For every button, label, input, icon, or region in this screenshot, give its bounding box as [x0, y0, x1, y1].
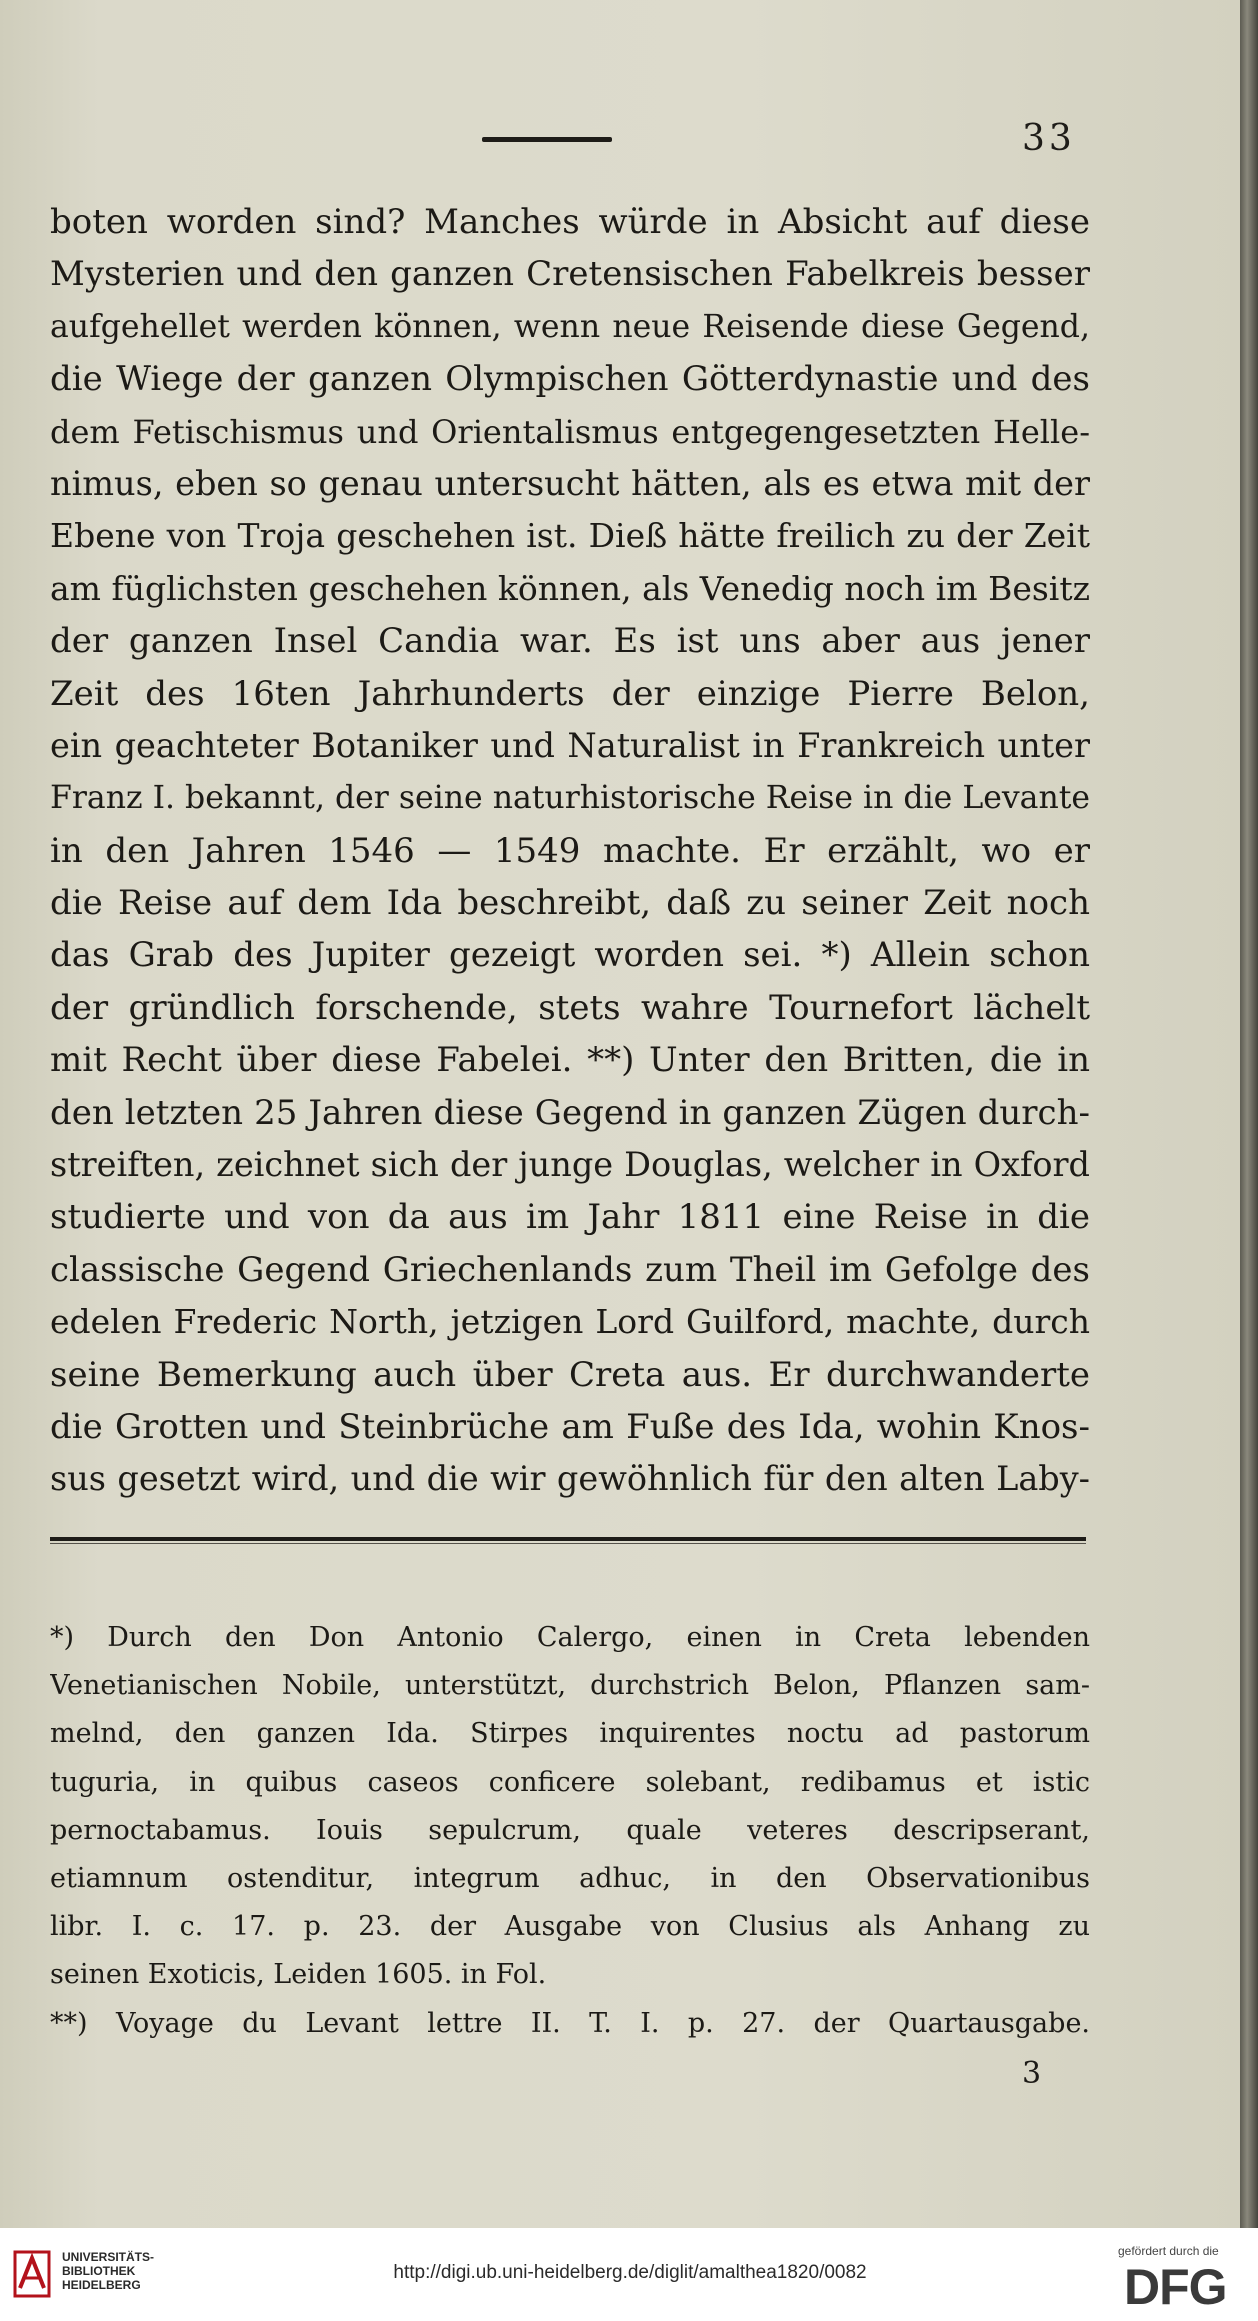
- text-line: nimus, eben so genau untersucht hätten, als es etwa mit der: [50, 463, 1090, 503]
- text-line: Franz I. bekannt, der seine naturhistorische Reise in die Levante: [50, 780, 1090, 817]
- text-line: der gründlich forschende, stets wahre Tournefort lächelt: [50, 987, 1090, 1028]
- library-name: [62, 2250, 154, 2292]
- university-library-logo-icon: [12, 2248, 54, 2300]
- sheet-signature: 3: [1022, 2056, 1042, 2091]
- text-line: sus gesetzt wird, und die wir gewöhnlich für den alten Laby-: [50, 1459, 1090, 1499]
- footnote-line: Venetianischen Nobile, unterstützt, durchstrich Belon, Pflanzen sam-: [50, 1670, 1090, 1702]
- source-url-link[interactable]: http://digi.ub.uni-heidelberg.de/diglit/amalthea1820/0082: [393, 2262, 867, 2283]
- text-line: in den Jahren 1546 — 1549 machte. Er erzählt, wo er: [50, 830, 1090, 871]
- footnote-line: **) Voyage du Levant lettre II. T. I. p. 27. der Quartausgabe.: [50, 2007, 1090, 2039]
- footnote-line: melnd, den ganzen Ida. Stirpes inquirentes noctu ad pastorum: [50, 1718, 1090, 1750]
- text-line: edelen Frederic North, jetzigen Lord Guilford, machte, durch: [50, 1302, 1090, 1342]
- library-name-line1: UNIVERSITÄTS-: [62, 2250, 155, 2264]
- library-name-line3: HEIDELBERG: [62, 2278, 141, 2292]
- footer-bar: [0, 2228, 1258, 2321]
- footnote-line: libr. I. c. 17. p. 23. der Ausgabe von Clusius als Anhang zu: [50, 1911, 1090, 1943]
- text-line: Ebene von Troja geschehen ist. Dieß hätte freilich zu der Zeit: [50, 516, 1090, 556]
- text-line: der ganzen Insel Candia war. Es ist uns aber aus jener: [50, 621, 1090, 662]
- footnote-separator: [50, 1537, 1086, 1541]
- page-edge: [1240, 0, 1258, 2228]
- text-line: die Reise auf dem Ida beschreibt, daß zu seiner Zeit noch: [50, 883, 1090, 924]
- library-name-line2: BIBLIOTHEK: [62, 2264, 136, 2278]
- text-line: Mysterien und den ganzen Cretensischen Fabelkreis besser: [50, 254, 1090, 295]
- text-line: studierte und von da aus im Jahr 1811 eine Reise in die: [50, 1197, 1090, 1238]
- footnote-line: etiamnum ostenditur, integrum adhuc, in den Observationibus: [50, 1862, 1090, 1894]
- text-line: dem Fetischismus und Orientalismus entgegengesetzten Helle-: [50, 412, 1090, 451]
- text-line: am füglichsten geschehen können, als Venedig noch im Besitz: [50, 568, 1090, 608]
- text-line: den letzten 25 Jahren diese Gegend in ganzen Zügen durch-: [50, 1092, 1090, 1133]
- footnote-line: seinen Exoticis, Leiden 1605. in Fol.: [50, 1959, 547, 1991]
- text-line: Zeit des 16ten Jahrhunderts der einzige Pierre Belon,: [50, 673, 1090, 714]
- body-text: [50, 196, 1090, 1506]
- funding-caption: gefördert durch die: [1118, 2244, 1219, 2258]
- text-line: die Grotten und Steinbrüche am Fuße des Ida, wohin Knos-: [50, 1406, 1090, 1447]
- footnote-separator-thin: [50, 1543, 1086, 1544]
- text-line: boten worden sind? Manches würde in Absicht auf diese: [50, 202, 1090, 242]
- text-line: die Wiege der ganzen Olympischen Götterdynastie und des: [50, 359, 1090, 400]
- footnote-line: tuguria, in quibus caseos conficere solebant, redibamus et istic: [50, 1766, 1090, 1798]
- header-rule: [482, 137, 612, 142]
- text-line: das Grab des Jupiter gezeigt worden sei. *) Allein schon: [50, 935, 1090, 976]
- text-line: seine Bemerkung auch über Creta aus. Er durchwanderte: [50, 1354, 1090, 1395]
- page-number: 33: [1022, 118, 1076, 159]
- footnote-line: pernoctabamus. Iouis sepulcrum, quale veteres descripserant,: [50, 1814, 1090, 1846]
- footnote-line: *) Durch den Don Antonio Calergo, einen in Creta lebenden: [50, 1622, 1090, 1653]
- dfg-logo: DFG: [1124, 2259, 1227, 2315]
- text-line: mit Recht über diese Fabelei. **) Unter den Britten, die in: [50, 1040, 1090, 1081]
- footnotes: [50, 1614, 1090, 2048]
- text-line: streiften, zeichnet sich der junge Douglas, welcher in Oxford: [50, 1145, 1090, 1185]
- text-line: aufgehellet werden können, wenn neue Reisende diese Gegend,: [50, 308, 1090, 345]
- text-line: classische Gegend Griechenlands zum Theil im Gefolge des: [50, 1249, 1090, 1290]
- text-line: ein geachteter Botaniker und Naturalist in Frankreich unter: [50, 725, 1090, 765]
